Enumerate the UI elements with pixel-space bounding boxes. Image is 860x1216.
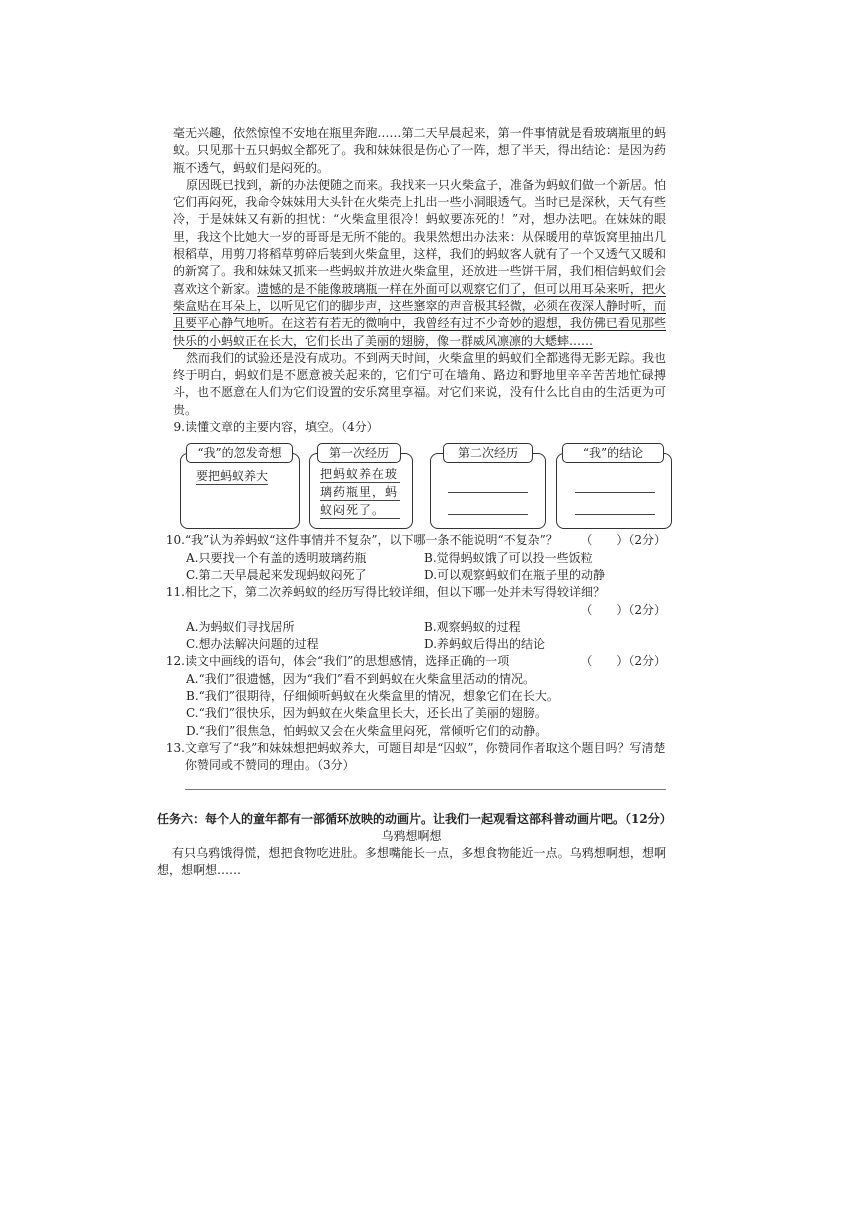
question-number: 9. [173, 420, 185, 435]
option-label: A. [186, 550, 199, 565]
passage-paragraph-2-text: 原因既已找到，新的办法便随之而来。我找来一只火柴盒子，准备为蚂蚁们做一个新居。怕它们再闷死，我命令妹妹用大头针在火柴壳上扎出一些小洞眼透气。当时已是深秋，天气有些冷，于是妹妹又有新的担忧：“火柴盒里很冷！蚂蚁要冻死的！”对，想办法吧。在妹妹的眼里，我这个比她大一岁的哥哥是无所不能的。我果然想出办法来：从保暖用的草饭窝里抽出几根稻草，用剪刀将稻草剪碎后装到火柴盒里，这样，我们的蚂蚁客人就有了一个又透气又暖和的新窝了。我和妹妹又抓来一些蚂蚁并放进火柴盒里，还放进一些饼干屑，我们相信蚂蚁们会喜欢这个新家。 [173, 177, 667, 296]
question-11 [157, 584, 666, 601]
question-number: 13. [165, 740, 185, 755]
answer-blank-line [575, 492, 655, 493]
box-title-whim: “我”的忽发奇想 [186, 443, 293, 463]
box-answer-whim-text: 要把蚂蚁养大 [196, 469, 269, 484]
option-label: D. [186, 723, 200, 738]
option-label: B. [424, 550, 437, 565]
option-label: C. [186, 706, 199, 721]
option-text: 第二天早晨起来发现蚂蚁闷死了 [198, 567, 367, 582]
options-q12 [186, 671, 666, 740]
option [186, 723, 666, 740]
option-label: D. [424, 637, 438, 652]
question-stem: 读文中画线的语句，体会“我们”的思想感情，选择正确的一项 [185, 654, 510, 669]
box-frame-whim [180, 453, 300, 529]
passage-paragraph-1: 毫无兴趣，依然惊惶不安地在瓶里奔跑……第二天早晨起来，第一件事情就是看玻璃瓶里的蚂蚁。只见那十五只蚂蚁全都死了。我和妹妹很是伤心了一阵，想了半天，得出结论：是因为药瓶不透气，蚂蚁们是闷死的。 [173, 126, 666, 175]
question-stem: “我”认为养蚂蚁“这件事情并不复杂”，以下哪一条不能说明“不复杂”？ [185, 533, 558, 548]
option-text: 观察蚂蚁的过程 [436, 619, 521, 634]
question-number: 11. [165, 585, 185, 600]
answer-blank-line [448, 514, 528, 515]
option [186, 671, 666, 688]
box-answer-whim [196, 467, 268, 485]
box-title-first-attempt: 第一次经历 [317, 443, 401, 463]
option-text: 为蚂蚁们寻找居所 [198, 619, 295, 634]
question-stem: 相比之下，第二次养蚂蚁的经历写得比较详细，但以下哪一处并未写得较详细？ [185, 585, 606, 600]
option-label: B. [186, 689, 199, 704]
answer-writing-line [185, 775, 666, 790]
option [186, 567, 424, 584]
reading-passage [173, 125, 666, 419]
answer-bracket-score: （ ）（2分） [580, 654, 666, 669]
option [186, 550, 424, 567]
option-text: “我们”很快乐，因为蚂蚁在火柴盒里长大，还长出了美丽的翅膀。 [198, 706, 547, 721]
question-stem: 读懂文章的主要内容，填空。（4分） [185, 420, 379, 435]
question-13 [157, 740, 666, 775]
question-number: 12. [165, 654, 185, 669]
option-label: C. [186, 567, 199, 582]
question-12 [157, 653, 666, 670]
option-text: 觉得蚂蚁饿了可以投一些饭粒 [436, 550, 593, 565]
box-frame-second-attempt [430, 453, 546, 529]
page-content [157, 125, 673, 880]
underlined-sentences: 遗憾的是不能像玻璃瓶一样在外面可以观察它们了，但可以用耳朵来听，把火柴盒贴在耳朵上，以听见它们的脚步声，这些窸窣的声音极其轻微，必须在夜深人静时听，而且要平心静气地听。在这若有若无的微响中，我曾经有过不少奇妙的遐想，我仿佛已看见那些快乐的小蚂蚁正在长大，它们长出了美丽的翅膀，像一群威风凛凛的大蟋蟀…… [173, 281, 666, 348]
option-text: 只要找一个有盖的透明玻璃药瓶 [198, 550, 367, 565]
question-number: 10. [165, 533, 185, 548]
option-text: “我们”很焦急，怕蚂蚁又会在火柴盒里闷死，常倾听它们的动静。 [199, 723, 548, 738]
answer-bracket-score: （ ）（2分） [580, 533, 666, 548]
answer-blank-line [448, 492, 528, 493]
option-label: A. [186, 671, 199, 686]
box-answer-first-attempt: 把蚂蚁养在玻璃药瓶里，蚂蚁闷死了。 [320, 467, 399, 518]
option [424, 567, 666, 584]
question-9 [157, 419, 666, 436]
box-frame-conclusion [556, 453, 672, 529]
task-6-heading: 任务六：每个人的童年都有一部循环放映的动画片。让我们一起观看这部科普动画片吧。（12分） [157, 811, 672, 826]
answer-bracket-score: （ ）（2分） [580, 602, 666, 617]
question-stem: 文章写了“我”和妹妹想把蚂蚁养大，可题目却是“囚蚁”，你赞同作者取这个题目吗？写清楚你赞同或不赞同的理由。（3分） [185, 740, 666, 773]
options-q11 [186, 619, 666, 654]
question-10 [157, 532, 666, 549]
option [424, 619, 666, 636]
story-text: 有只乌鸦饿得慌，想把食物吃进肚。多想嘴能长一点，多想食物能近一点。乌鸦想啊想，想啊想，想啊想…… [157, 846, 666, 878]
option [424, 550, 666, 567]
option-label: A. [186, 619, 199, 634]
option-text: “我们”很期待，仔细倾听蚂蚁在火柴盒里的情况，想象它们在长大。 [198, 689, 559, 704]
option-text: 想办法解决问题的过程 [198, 637, 319, 652]
option-label: B. [424, 619, 437, 634]
passage-paragraph-3: 然而我们的试验还是没有成功。不到两天时间，火柴盒里的蚂蚁们全都逃得无影无踪。我也终于明白，蚂蚁们是不愿意被关起来的，它们宁可在墙角、路边和野地里辛辛苦苦地忙碌搏斗，也不愿意在人们为它们设置的安乐窝里享福。对它们来说，没有什么比自由的生活更为可贵。 [173, 350, 667, 417]
option-text: “我们”很遗憾，因为“我们”看不到蚂蚁在火柴盒里活动的情况。 [198, 671, 536, 686]
option [186, 619, 424, 636]
option [186, 705, 666, 722]
options-q10 [186, 550, 666, 585]
story-title: 乌鸦想啊想 [381, 828, 442, 843]
option-text: 养蚂蚁后得出的结论 [437, 637, 546, 652]
option-label: C. [186, 637, 199, 652]
fill-in-flowchart [157, 441, 673, 532]
passage-paragraph-2 [173, 177, 666, 350]
option [424, 636, 666, 653]
box-title-second-attempt: 第二次经历 [443, 443, 533, 463]
box-title-conclusion: “我”的结论 [562, 443, 664, 463]
answer-blank-line [575, 514, 655, 515]
option-label: D. [424, 567, 438, 582]
option [186, 688, 666, 705]
option [186, 636, 424, 653]
option-text: 可以观察蚂蚁们在瓶子里的动静 [437, 567, 606, 582]
